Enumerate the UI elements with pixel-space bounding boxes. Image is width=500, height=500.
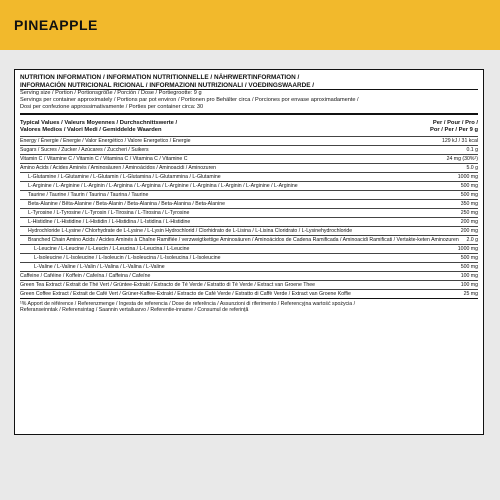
nutrient-row — [20, 172, 478, 181]
nutrient-value: 100 mg — [460, 272, 478, 279]
label-header-line-1: NUTRITION INFORMATION / INFORMATION NUTRITIONNELLE / NÄHRWERTINFORMATION / — [20, 74, 300, 81]
nutrient-row — [20, 136, 478, 145]
nutrient-table — [20, 136, 478, 298]
nutrient-name: L-Tyrosine / L-Tyrosine / L-Tyrosin / L-Tirosina / L-Tirosina / L-Tyrosine — [28, 209, 190, 216]
nutrient-name: Hydrochloride L-Lysine / Chlorhydrate de L-Lysine / L-Lysin Hydrochlorid / Clorhidrato de L-Lisina / L-Lisina Cloridrato / L-Lysinehydrochloride — [28, 227, 353, 234]
nutrient-value: 5.0 g — [466, 164, 478, 171]
nutrient-value: 500 mg — [460, 191, 478, 198]
nutrition-label — [14, 69, 484, 435]
nutrient-row — [20, 217, 478, 226]
nutrient-name: Caffeine / Caféine / Koffein / Cafeína / Caffeina / Cafeïne — [20, 272, 151, 279]
nutrient-name: Vitamin C / Vitamine C / Vitamin C / Vitamina C / Vitamina C / Vitamine C — [20, 155, 188, 162]
nutrient-value: 129 kJ / 31 kcal — [441, 137, 478, 144]
nutrient-row — [20, 289, 478, 298]
nutrient-value: 500 mg — [460, 263, 478, 270]
nutrient-row — [20, 181, 478, 190]
nutrient-row — [20, 190, 478, 199]
nutrient-row — [20, 163, 478, 172]
nutrient-value: 2.0 g — [466, 236, 478, 243]
nutrient-row — [20, 244, 478, 253]
nutrient-value: 200 mg — [460, 218, 478, 225]
nutrient-name: L-Arginine / L-Arginine / L-Arginin / L-Arginina / L-Arginina / L-Arginine / L-Arginina / L-Arginin / L-Arginine / L-Arginine — [28, 182, 298, 189]
servings-line-1: Servings per container approximately / Portions par pot environ / Portionen pro Behälter circa / Porciones por envase aproximadamente / — [20, 97, 359, 104]
nutrient-row — [20, 253, 478, 262]
nutrient-value: 250 mg — [460, 209, 478, 216]
nutrient-value: 500 mg — [460, 254, 478, 261]
nutrient-row — [20, 199, 478, 208]
flavor-title: PINEAPPLE — [14, 17, 98, 33]
footnote-line-2: Referanseinntak / Referensintag / Saannin vertailuarvo / Referentie-inname / Consumul de referință — [20, 306, 249, 313]
nutrient-name: Beta-Alanine / Bêta-Alanine / Beta-Alanin / Beta-Alanina / Beta-Alanina / Beta-Alanine — [28, 200, 225, 207]
column-header-right-2: Por / Per / Per 9 g — [429, 126, 478, 133]
nutrient-row — [20, 271, 478, 280]
nutrient-name: L-Valine / L-Valine / L-Valin / L-Valina / L-Valina / L-Valine — [34, 263, 165, 270]
nutrient-name: L-Leucine / L-Leucine / L-Leucin / L-Leucina / L-Leucina / L-Leucine — [34, 245, 190, 252]
nutrient-value: 25 mg — [463, 290, 478, 297]
nutrient-name: Branched Chain Amino Acids / Acides Aminés à Chaîne Ramifiée / verzweigtkettige Aminosäuren / Aminoácidos de Cadena Ramificada / Aminoacidi Ramificati / Vertakte-keten Aminozuren — [28, 236, 459, 243]
nutrient-name: L-Glutamine / L-Glutamine / L-Glutamin / L-Glutamina / L-Glutammina / L-Glutamine — [28, 173, 221, 180]
serving-size: Serving size / Portion / Portionsgröße / Porción / Dose / Portiegrootte: 9 g — [20, 90, 202, 97]
nutrient-row — [20, 208, 478, 217]
divider-thick — [20, 113, 478, 115]
footnote-line-1: ¹% Apport de référence / Referenzmenge / Ingesta de referencia / Dose de referência / Assunzioni di riferimento / Referencyjna wartość spożycia / — [20, 300, 356, 307]
nutrient-name: Amino Acids / Acides Aminés / Aminosäuren / Aminoácidos / Aminoacidi / Aminozuren — [20, 164, 217, 171]
nutrient-name: Sugars / Sucres / Zucker / Azúcares / Zuccheri / Suikers — [20, 146, 149, 153]
column-header-left-1: Typical Values / Valeurs Moyennes / Durchschnittswerte / — [20, 120, 178, 127]
nutrient-value: 1000 mg — [457, 173, 478, 180]
nutrient-name: Taurine / Taurine / Taurin / Taurina / Taurina / Taurine — [28, 191, 149, 198]
nutrient-value: 100 mg — [460, 281, 478, 288]
column-header-right-1: Per / Pour / Pro / — [432, 120, 478, 127]
flavor-banner — [0, 0, 500, 50]
nutrient-value: 1000 mg — [457, 245, 478, 252]
label-header-line-2: INFORMACIÓN NUTRICIONAL RICIONAL / INFORMAZIONI NUTRIZIONALI / VOEDINGSWAARDE / — [20, 81, 315, 89]
column-headers — [20, 116, 478, 136]
nutrient-value: 0.1 g — [466, 146, 478, 153]
nutrient-value: 500 mg — [460, 182, 478, 189]
nutrient-name: Green Tea Extract / Extrait de Thé Vert / Grüntee-Extrakt / Extracto de Té Verde / Estratto di Tè Verde / Extract van Groene Thee — [20, 281, 316, 288]
nutrient-value: 24 mg (30%¹) — [446, 155, 478, 162]
servings-line-2: Dosi per confezione approssimativamente / Porties per container circa: 30 — [20, 104, 204, 111]
nutrient-row — [20, 145, 478, 154]
nutrient-name: Green Coffee Extract / Extrait de Café Vert / Grüner-Kaffee-Extrakt / Extracto de Café Verde / Estratto di Caffè Verde / Extract van Groene Koffie — [20, 290, 351, 297]
nutrient-row — [20, 262, 478, 271]
nutrient-name: L-Histidine / L-Histidine / L-Histidin / L-Histidina / L-Istidina / L-Histidine — [28, 218, 191, 225]
nutrient-row — [20, 280, 478, 289]
nutrient-value: 200 mg — [460, 227, 478, 234]
nutrient-name: L-Isoleucine / L-Isoleucine / L-Isoleucin / L-Isoleucina / L-Isoleucina / L-Isoleucine — [34, 254, 221, 261]
footnote — [20, 298, 478, 313]
nutrient-name: Energy / Énergie / Energie / Valor Energético / Valore Energetico / Energie — [20, 137, 191, 144]
nutrient-row — [20, 154, 478, 163]
nutrient-row — [20, 226, 478, 235]
nutrient-row — [20, 235, 478, 244]
column-header-left-2: Valores Medios / Valori Medi / Gemiddelde Waarden — [20, 126, 162, 133]
nutrient-value: 350 mg — [460, 200, 478, 207]
